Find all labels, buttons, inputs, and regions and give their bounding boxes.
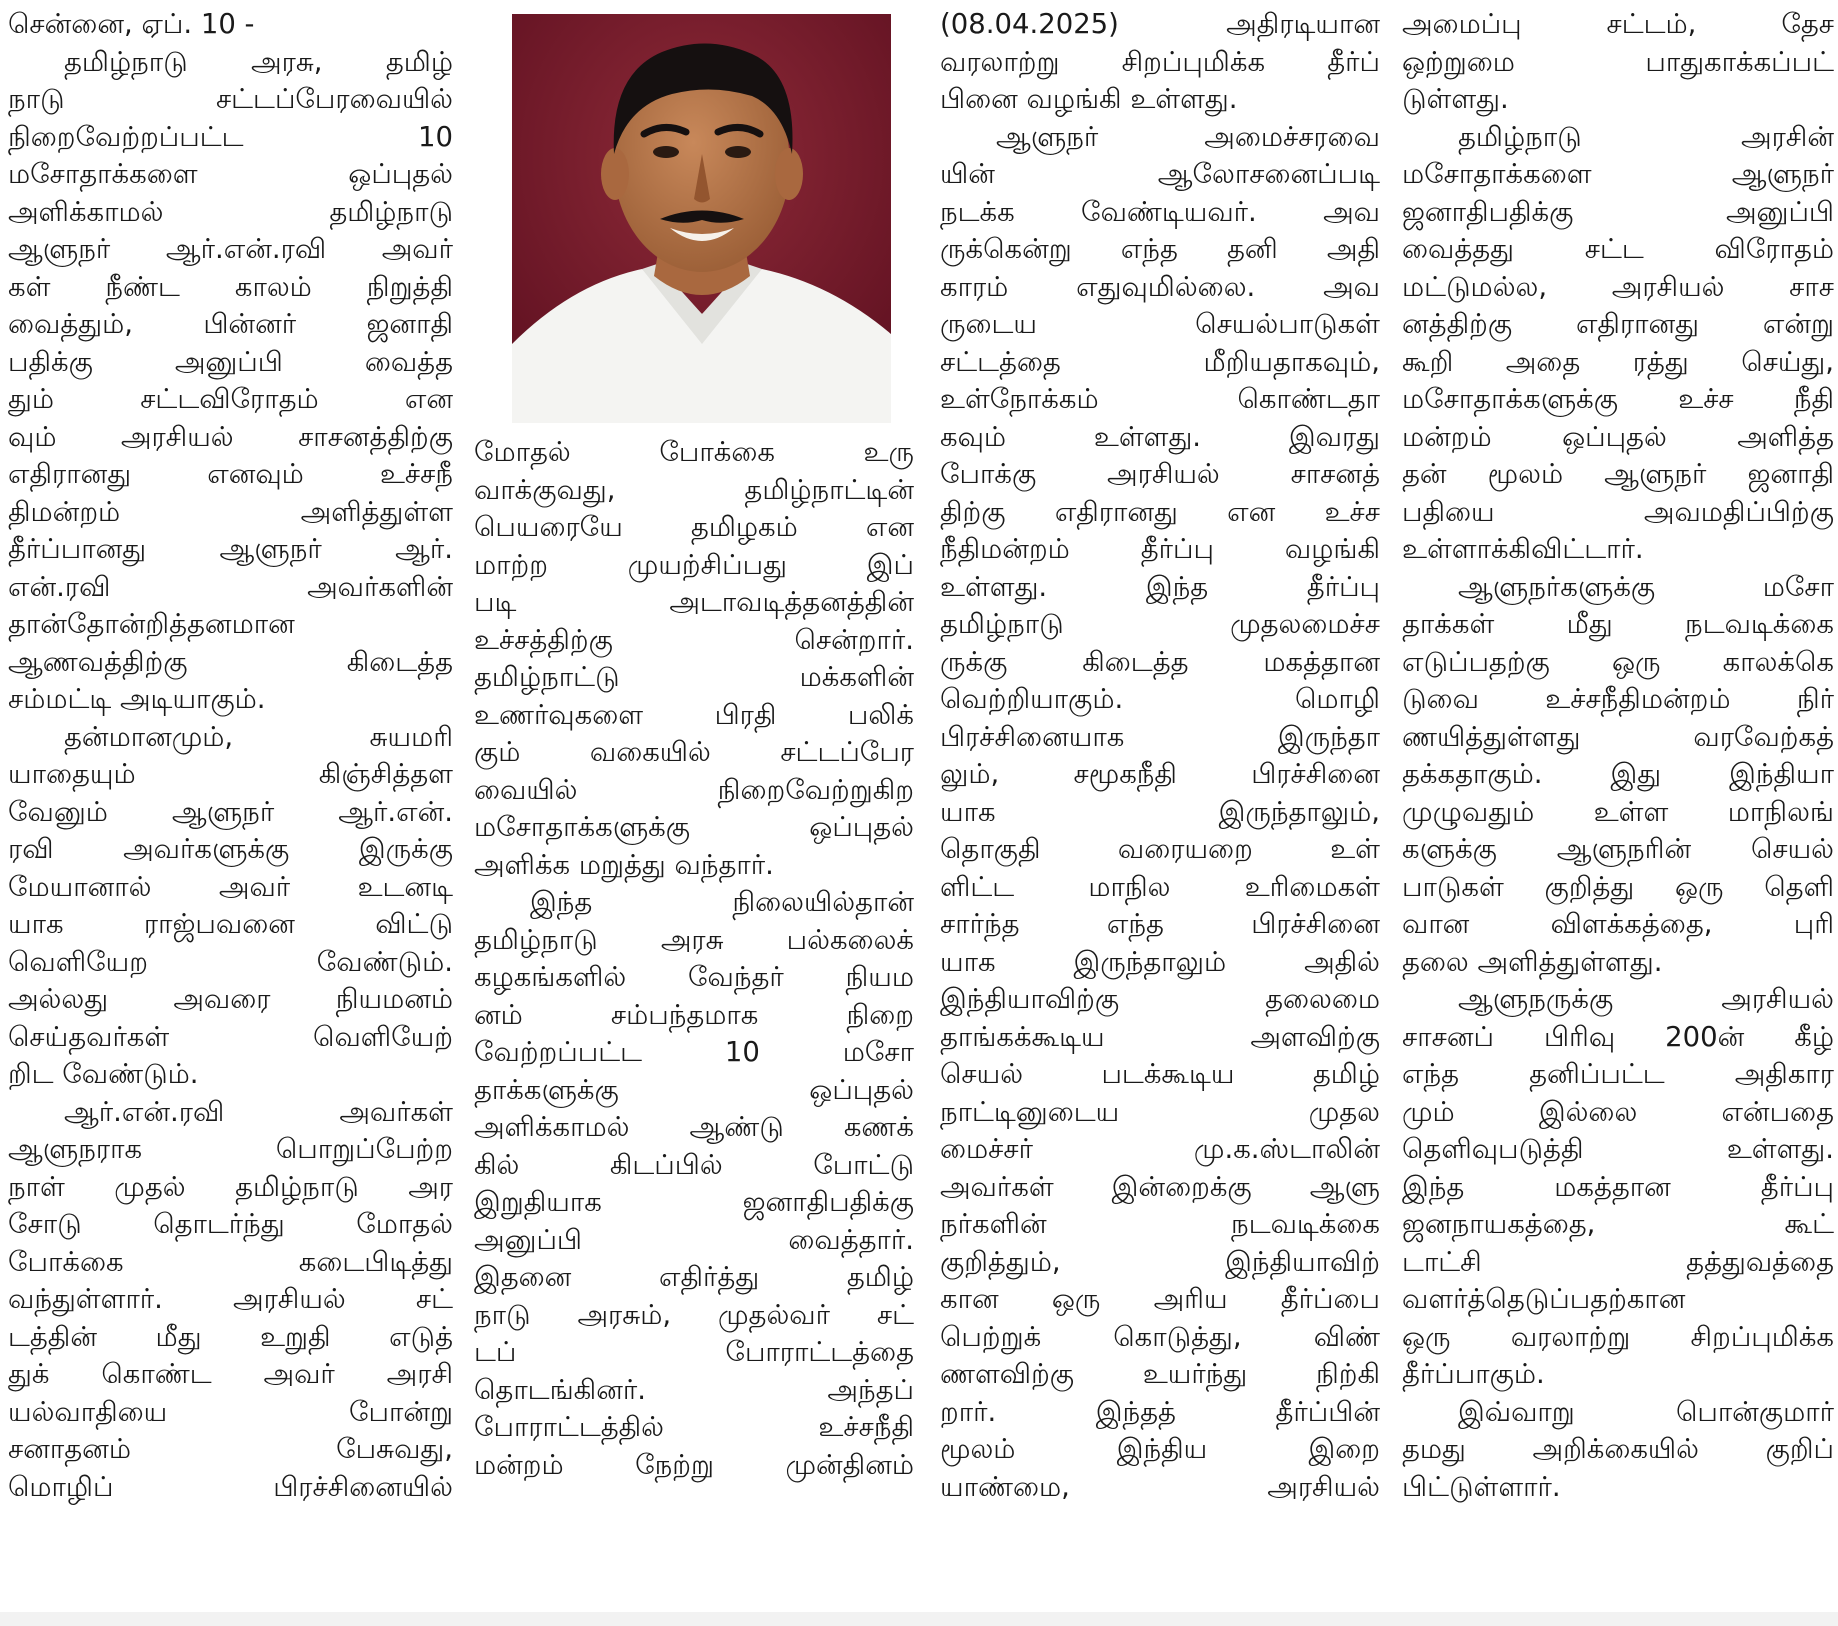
text-line: சார்ந்த எந்த பிரச்சினை — [940, 908, 1380, 940]
text-line: கூறி அதை ரத்து செய்து, — [1402, 345, 1834, 378]
text-line: தமிழ்நாட்டு மக்களின் — [474, 661, 914, 693]
text-line: நாடு அரசும், முதல்வர் சட் — [474, 1298, 914, 1331]
text-line: தும் சட்டவிரோதம் என — [8, 383, 453, 415]
text-line: வும் அரசியல் சாசனத்திற்கு — [8, 420, 453, 453]
article-column-1 — [8, 6, 453, 1506]
text-line: ஆர்.என்.ரவி அவர்கள் — [64, 1095, 453, 1128]
text-line: வான விளக்கத்தை, புரி — [1402, 908, 1834, 940]
text-line: இவ்வாறு பொன்குமார் — [1458, 1395, 1834, 1428]
text-line: எந்த தனிப்பட்ட அதிகார — [1402, 1058, 1834, 1090]
text-line: மூலம் இந்திய இறை — [940, 1433, 1380, 1465]
text-line: வரலாற்று சிறப்புமிக்க தீர்ப் — [940, 45, 1380, 78]
text-line: அளிக்காமல் தமிழ்நாடு — [8, 195, 453, 228]
text-line: இறுதியாக ஜனாதிபதிக்கு — [474, 1186, 914, 1218]
article-column-4 — [1402, 6, 1834, 1506]
text-line: என்.ரவி அவர்களின் — [8, 570, 453, 603]
text-line: தாங்கக்கூடிய அளவிற்கு — [940, 1020, 1380, 1053]
text-line: காரம் எதுவுமில்லை. அவ — [940, 270, 1380, 303]
text-line: வையில் நிறைவேற்றுகிற — [474, 773, 914, 806]
text-line: அல்லது அவரை நியமனம் — [8, 983, 453, 1015]
portrait-photo-icon — [512, 14, 891, 423]
article-column-3 — [940, 6, 1380, 1506]
text-line: மன்றம் நேற்று முன்தினம் — [474, 1448, 914, 1481]
text-line: ஆளுநருக்கு அரசியல் — [1458, 983, 1834, 1015]
text-line: திமன்றம் அளித்துள்ள — [8, 495, 453, 528]
text-line: னம் சம்பந்தமாக நிறை — [474, 998, 914, 1031]
text-line: தாக்கள் மீது நடவடிக்கை — [1402, 608, 1834, 640]
text-line: செய்தவர்கள் வெளியேற் — [8, 1020, 453, 1053]
text-line: பதிக்கு அனுப்பி வைத்த — [8, 345, 453, 378]
portrait-photo — [512, 14, 891, 423]
text-line: டுள்ளது. — [1402, 83, 1509, 115]
text-line: மசோதாக்களை ஒப்புதல் — [8, 158, 453, 190]
text-line: சனாதனம் பேசுவது, — [8, 1433, 453, 1465]
text-line: ஆளுநர் ஆர்.என்.ரவி அவர் — [8, 233, 453, 265]
text-line: தலை அளித்துள்ளது. — [1402, 945, 1663, 978]
text-line: செயல் படக்கூடிய தமிழ் — [940, 1058, 1380, 1090]
text-line: தொடங்கினர். அந்தப் — [474, 1373, 914, 1406]
text-line: வாக்குவது, தமிழ்நாட்டின் — [474, 473, 914, 506]
text-line: தீர்ப்பாகும். — [1402, 1358, 1545, 1390]
text-line: தெளிவுபடுத்தி உள்ளது. — [1402, 1133, 1834, 1165]
text-line: யாதையும் கிஞ்சித்தள — [8, 758, 453, 790]
text-line: ருடைய செயல்பாடுகள் — [940, 308, 1380, 340]
text-line: யின் ஆலோசனைப்படி — [940, 158, 1380, 190]
text-line: கில் கிடப்பில் போட்டு — [474, 1148, 914, 1181]
text-line: வேற்றப்பட்ட 10 மசோ — [474, 1036, 914, 1068]
text-line: தொகுதி வரையறை உள் — [940, 833, 1380, 865]
text-line: தமிழ்நாடு முதலமைச்ச — [940, 608, 1380, 640]
text-line: னத்திற்கு எதிரானது என்று — [1402, 308, 1834, 340]
text-line: தாக்களுக்கு ஒப்புதல் — [474, 1073, 914, 1106]
text-line: தக்கதாகும். இது இந்தியா — [1402, 758, 1834, 790]
text-line: நாள் முதல் தமிழ்நாடு அர — [8, 1170, 453, 1203]
text-line: நாடு சட்டப்பேரவையில் — [8, 83, 453, 115]
text-line: உள்ளது. இந்த தீர்ப்பு — [940, 570, 1380, 603]
text-line: மசோதாக்களுக்கு ஒப்புதல் — [474, 811, 914, 843]
text-line: யல்வாதியை போன்று — [8, 1395, 453, 1428]
text-line: வெற்றியாகும். மொழி — [940, 683, 1380, 715]
text-line: பினை வழங்கி உள்ளது. — [940, 83, 1238, 115]
text-line: தன்மானமும், சுயமரி — [64, 720, 453, 753]
text-line: உள்நோக்கம் கொண்டதா — [940, 383, 1380, 415]
text-line: ஆளுநர் அமைச்சரவை — [996, 120, 1380, 153]
text-line: பாடுகள் குறித்து ஒரு தெளி — [1402, 870, 1834, 903]
text-line: ஒரு வரலாற்று சிறப்புமிக்க — [1402, 1320, 1834, 1353]
text-line: பிட்டுள்ளார். — [1402, 1470, 1561, 1503]
text-line: முழுவதும் உள்ள மாநிலங் — [1402, 795, 1834, 828]
text-line: தமிழ்நாடு அரசு பல்கலைக் — [474, 923, 914, 956]
text-line: மன்றம் ஒப்புதல் அளித்த — [1402, 420, 1834, 453]
text-line: கும் வகையில் சட்டப்பேர — [474, 736, 914, 768]
text-line: நாட்டினுடைய முதல — [940, 1095, 1380, 1128]
text-line: நிறைவேற்றப்பட்ட 10 — [8, 120, 453, 153]
text-line: வைத்தும், பின்னர் ஜனாதி — [8, 308, 453, 340]
text-line: படி அடாவடித்தனத்தின் — [474, 586, 914, 618]
text-line: வேனும் ஆளுநர் ஆர்.என். — [8, 795, 453, 828]
text-line: உணர்வுகளை பிரதி பலிக் — [474, 698, 914, 731]
text-line: மொழிப் பிரச்சினையில் — [8, 1470, 453, 1503]
text-line: அளிக்காமல் ஆண்டு கணக் — [474, 1111, 914, 1143]
text-line: தமது அறிக்கையில் குறிப் — [1402, 1433, 1834, 1465]
text-line: அமைப்பு சட்டம், தேச — [1402, 8, 1834, 40]
text-line: டுவை உச்சநீதிமன்றம் நிர் — [1402, 683, 1834, 715]
text-line: ஒற்றுமை பாதுகாக்கப்பட் — [1402, 45, 1834, 78]
text-line: றார். இந்தத் தீர்ப்பின் — [940, 1395, 1380, 1428]
text-line: வளர்த்தெடுப்பதற்கான — [1402, 1283, 1686, 1315]
text-line: இந்த நிலையில்தான் — [530, 886, 914, 918]
text-line: துக் கொண்ட அவர் அரசி — [8, 1358, 453, 1390]
text-line: சாசனப் பிரிவு 200ன் கீழ் — [1402, 1020, 1834, 1053]
text-line: அவர்கள் இன்றைக்கு ஆளு — [940, 1170, 1380, 1203]
text-line: (08.04.2025) அதிரடியான — [940, 8, 1380, 40]
text-line: போக்கை கடைபிடித்து — [8, 1245, 453, 1278]
text-line: மும் இல்லை என்பதை — [1402, 1095, 1834, 1128]
text-line: லும், சமூகநீதி பிரச்சினை — [940, 758, 1380, 790]
text-line: வெளியேற வேண்டும். — [8, 945, 453, 978]
text-line: கான ஒரு அரிய தீர்ப்பை — [940, 1283, 1380, 1315]
text-line: ஜனநாயகத்தை, கூட் — [1402, 1208, 1834, 1240]
text-line: வந்துள்ளார். அரசியல் சட் — [8, 1283, 453, 1315]
text-line: தன் மூலம் ஆளுநர் ஜனாதி — [1402, 458, 1834, 490]
text-line: மட்டுமல்ல, அரசியல் சாச — [1402, 270, 1834, 303]
text-line: மேயானால் அவர் உடனடி — [8, 870, 453, 903]
text-line: போராட்டத்தில் உச்சநீதி — [474, 1411, 914, 1443]
text-line: அளிக்க மறுத்து வந்தார். — [474, 848, 774, 881]
text-line: கவும் உள்ளது. இவரது — [940, 420, 1380, 453]
text-line: களுக்கு ஆளுநரின் செயல் — [1402, 833, 1834, 865]
article-column-2 — [474, 434, 914, 1484]
text-line: ரவி அவர்களுக்கு இருக்கு — [8, 833, 453, 865]
text-line: மசோதாக்களை ஆளுநர் — [1402, 158, 1834, 190]
text-line: ணளவிற்கு உயர்ந்து நிற்கி — [940, 1358, 1380, 1390]
text-line: மாற்ற முயற்சிப்பது இப் — [474, 548, 914, 581]
text-line: திற்கு எதிரானது என உச்ச — [940, 495, 1380, 528]
text-line: யாண்மை, அரசியல் — [940, 1470, 1380, 1503]
text-line: சென்னை, ஏப். 10 - — [8, 8, 255, 40]
text-line: டாட்சி தத்துவத்தை — [1402, 1245, 1834, 1278]
text-line: ஆளுநர்களுக்கு மசோ — [1458, 570, 1834, 603]
text-line: நடக்க வேண்டியவர். அவ — [940, 195, 1380, 228]
text-line: வைத்தது சட்ட விரோதம் — [1402, 233, 1834, 265]
text-line: சம்மட்டி அடியாகும். — [8, 683, 266, 715]
text-line: டப் போராட்டத்தை — [474, 1336, 914, 1368]
text-line: இதனை எதிர்த்து தமிழ் — [474, 1261, 914, 1293]
text-line: ளிட்ட மாநில உரிமைகள் — [940, 870, 1380, 903]
text-line: மசோதாக்களுக்கு உச்ச நீதி — [1402, 383, 1834, 415]
text-line: யாக ராஜ்பவனை விட்டு — [8, 908, 453, 940]
text-line: பிரச்சினையாக இருந்தா — [940, 720, 1380, 753]
text-line: பெற்றுக் கொடுத்து, விண் — [940, 1320, 1380, 1353]
text-line: ருக்கென்று எந்த தனி அதி — [940, 233, 1380, 265]
text-line: சோடு தொடர்ந்து மோதல் — [8, 1208, 453, 1240]
text-line: றிட வேண்டும். — [8, 1058, 199, 1090]
text-line: இந்தியாவிற்கு தலைமை — [940, 983, 1380, 1015]
text-line: எடுப்பதற்கு ஒரு காலக்கெ — [1402, 645, 1834, 678]
text-line: கள் நீண்ட காலம் நிறுத்தி — [8, 270, 453, 303]
text-line: தீர்ப்பானது ஆளுநர் ஆர். — [8, 533, 453, 565]
text-line: ருக்கு கிடைத்த மகத்தான — [940, 645, 1380, 678]
text-line: ணயித்துள்ளது வரவேற்கத் — [1402, 720, 1834, 753]
text-line: பதியை அவமதிப்பிற்கு — [1402, 495, 1834, 528]
text-line: மோதல் போக்கை உரு — [474, 436, 914, 468]
text-line: யாக இருந்தாலும் அதில் — [940, 945, 1380, 978]
text-line: குறித்தும், இந்தியாவிற் — [940, 1245, 1380, 1278]
text-line: போக்கு அரசியல் சாசனத் — [940, 458, 1380, 490]
text-line: சட்டத்தை மீறியதாகவும், — [940, 345, 1380, 378]
text-line: ஜனாதிபதிக்கு அனுப்பி — [1402, 195, 1834, 228]
text-line: டத்தின் மீது உறுதி எடுத் — [8, 1320, 453, 1353]
text-line: தான்தோன்றித்தனமான — [8, 608, 295, 640]
text-line: மைச்சர் மு.க.ஸ்டாலின் — [940, 1133, 1380, 1165]
page-bottom-edge — [0, 1612, 1838, 1626]
text-line: தமிழ்நாடு அரசு, தமிழ் — [64, 45, 453, 78]
text-line: கழகங்களில் வேந்தர் நியம — [474, 961, 914, 993]
text-line: நீதிமன்றம் தீர்ப்பு வழங்கி — [940, 533, 1380, 565]
text-line: நர்களின் நடவடிக்கை — [940, 1208, 1380, 1240]
text-line: உள்ளாக்கிவிட்டார். — [1402, 533, 1644, 565]
text-line: யாக இருந்தாலும், — [940, 795, 1380, 828]
text-line: உச்சத்திற்கு சென்றார். — [474, 623, 914, 656]
text-line: அனுப்பி வைத்தார். — [474, 1223, 914, 1256]
text-line: இந்த மகத்தான தீர்ப்பு — [1402, 1170, 1834, 1203]
text-line: ஆளுநராக பொறுப்பேற்ற — [8, 1133, 453, 1165]
text-line: எதிரானது எனவும் உச்சநீ — [8, 458, 453, 490]
text-line: பெயரையே தமிழகம் என — [474, 511, 914, 543]
text-line: தமிழ்நாடு அரசின் — [1458, 120, 1834, 153]
text-line: ஆணவத்திற்கு கிடைத்த — [8, 645, 453, 678]
